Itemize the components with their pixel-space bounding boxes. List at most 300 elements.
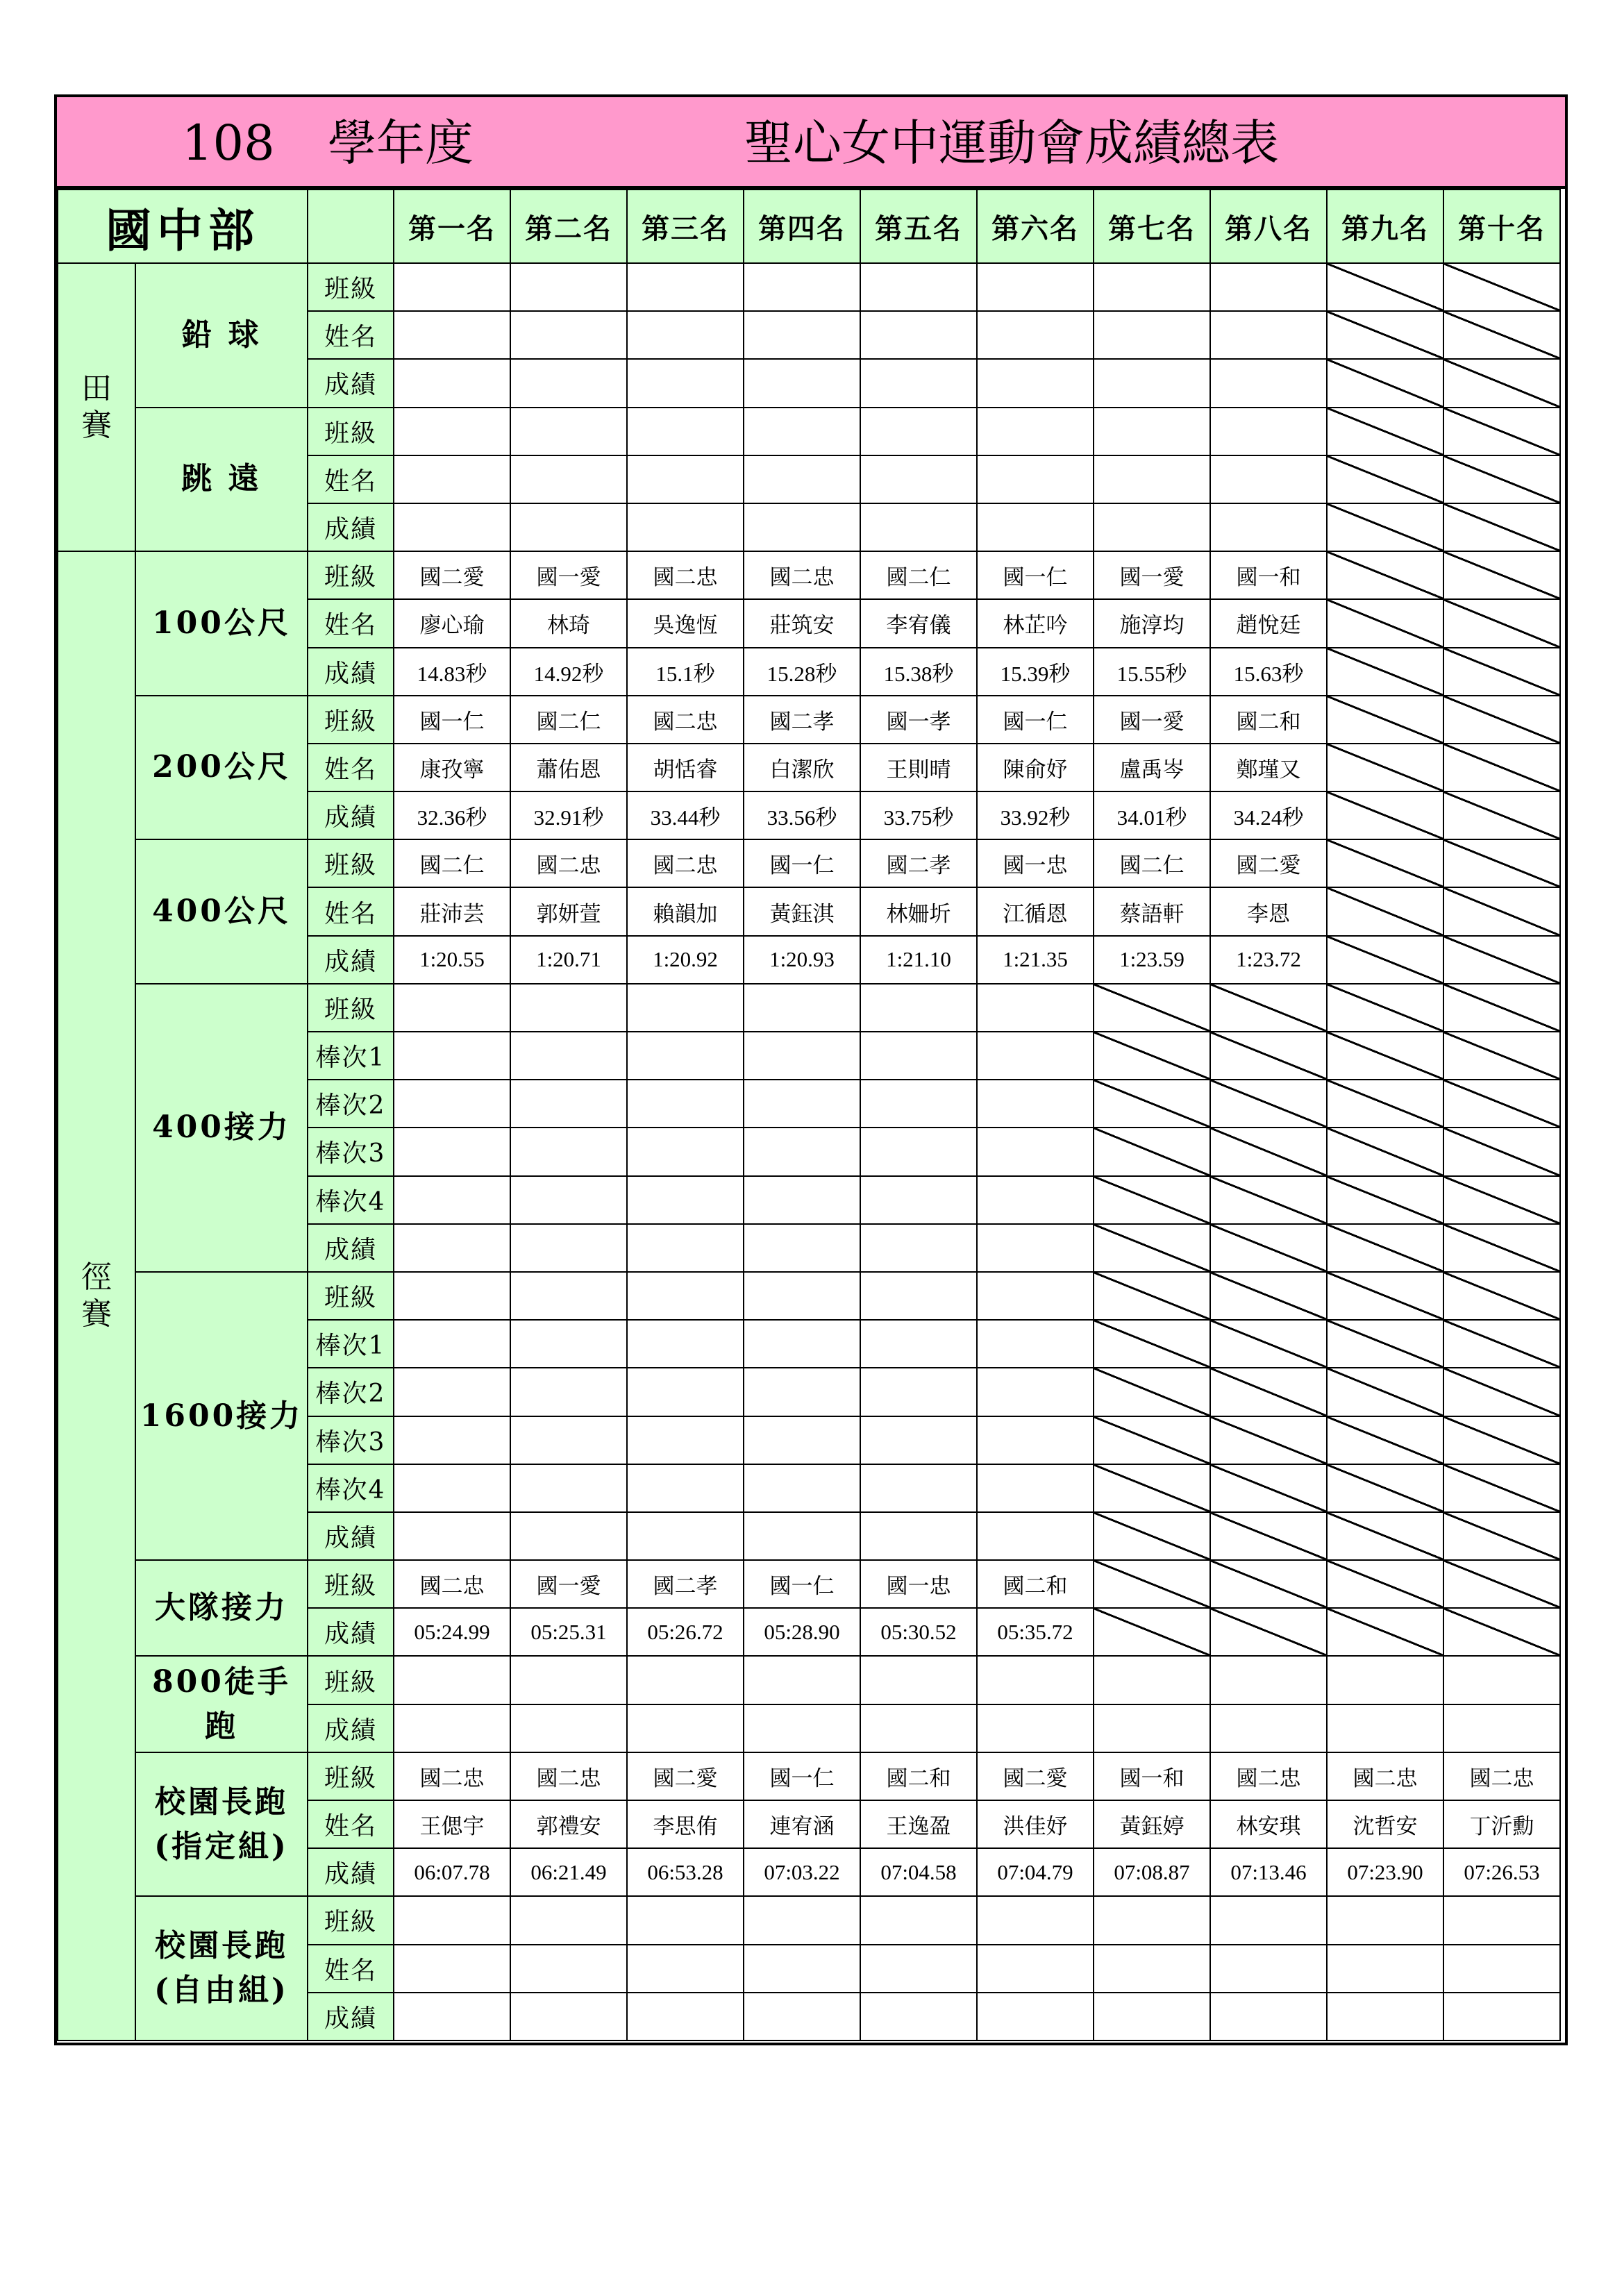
result-cell: 林姍圻 [860, 887, 977, 935]
result-cell [510, 1704, 627, 1752]
blank-slashed-cell [1443, 263, 1560, 311]
result-cell [977, 1704, 1094, 1752]
result-cell [394, 455, 510, 503]
result-cell [744, 1224, 860, 1272]
result-cell [627, 1224, 744, 1272]
result-cell [627, 311, 744, 359]
result-cell [860, 1416, 977, 1464]
result-cell [1094, 1656, 1210, 1704]
row-label-score: 成績 [308, 1512, 394, 1560]
result-cell [627, 455, 744, 503]
row-label-name: 姓名 [308, 1945, 394, 1993]
result-cell [510, 1993, 627, 2041]
result-cell [744, 1368, 860, 1416]
result-cell [860, 984, 977, 1032]
blank-slashed-cell [1094, 1368, 1210, 1416]
row-label-leg4: 棒次4 [308, 1176, 394, 1224]
result-cell: 國二孝 [627, 1560, 744, 1608]
blank-slashed-cell [1443, 1176, 1560, 1224]
result-cell: 連宥涵 [744, 1800, 860, 1848]
result-cell: 34.24秒 [1210, 791, 1327, 839]
blank-slashed-cell [1443, 1560, 1560, 1608]
result-cell [744, 1320, 860, 1368]
result-cell [394, 1704, 510, 1752]
row-label-leg2: 棒次2 [308, 1080, 394, 1128]
blank-slashed-cell [1094, 1080, 1210, 1128]
result-cell: 1:20.92 [627, 936, 744, 984]
result-cell: 1:20.55 [394, 936, 510, 984]
result-cell [394, 1128, 510, 1175]
result-cell [1094, 1945, 1210, 1993]
result-cell [744, 503, 860, 551]
result-cell: 國二忠 [1210, 1752, 1327, 1800]
blank-slashed-cell [1443, 1128, 1560, 1175]
result-cell [627, 263, 744, 311]
result-cell [860, 1368, 977, 1416]
result-cell [394, 1464, 510, 1512]
result-cell [510, 311, 627, 359]
event-m100: 100公尺 [135, 551, 308, 696]
result-cell [860, 263, 977, 311]
row-label-leg3: 棒次3 [308, 1416, 394, 1464]
blank-slashed-cell [1210, 1272, 1327, 1320]
result-cell: 胡恬睿 [627, 744, 744, 791]
result-cell [627, 408, 744, 455]
blank-slashed-cell [1210, 1032, 1327, 1080]
result-cell: 15.55秒 [1094, 648, 1210, 696]
result-cell [977, 1993, 1094, 2041]
result-cell: 05:26.72 [627, 1608, 744, 1656]
blank-slashed-cell [1327, 1272, 1443, 1320]
result-cell [510, 503, 627, 551]
result-cell [860, 1320, 977, 1368]
result-cell: 14.92秒 [510, 648, 627, 696]
event-label-line: 校園長跑 [155, 1928, 288, 1964]
category-label-text: 田賽 [81, 370, 112, 443]
result-cell [977, 1272, 1094, 1320]
event-label-line: (自由組) [154, 1972, 289, 2009]
blank-slashed-cell [1327, 503, 1443, 551]
result-cell [1443, 1704, 1560, 1752]
result-cell [627, 1945, 744, 1993]
row-label-name: 姓名 [308, 311, 394, 359]
result-cell: 國一仁 [394, 696, 510, 744]
result-cell: 國二愛 [977, 1752, 1094, 1800]
result-cell: 國二仁 [860, 551, 977, 599]
result-cell [860, 1656, 977, 1704]
row-label-score: 成績 [308, 359, 394, 407]
result-cell [1327, 1993, 1443, 2041]
blank-slashed-cell [1327, 1080, 1443, 1128]
blank-slashed-cell [1443, 599, 1560, 647]
place-header: 第四名 [744, 190, 860, 263]
result-cell [394, 1224, 510, 1272]
result-cell: 15.39秒 [977, 648, 1094, 696]
row-label-score: 成績 [308, 648, 394, 696]
results-sheet [54, 94, 1568, 2045]
result-cell: 陳俞妤 [977, 744, 1094, 791]
result-cell [744, 1656, 860, 1704]
result-cell [977, 1320, 1094, 1368]
result-cell: 1:21.10 [860, 936, 977, 984]
result-cell [627, 1896, 744, 1944]
title-term: 學年度 [328, 115, 474, 171]
result-cell [627, 1464, 744, 1512]
result-cell: 盧禹岑 [1094, 744, 1210, 791]
result-cell [510, 1512, 627, 1560]
result-cell: 32.36秒 [394, 791, 510, 839]
result-cell [860, 1080, 977, 1128]
result-cell [744, 1464, 860, 1512]
result-cell [627, 1656, 744, 1704]
result-cell [977, 1512, 1094, 1560]
result-cell: 國二忠 [510, 839, 627, 887]
result-cell [744, 1416, 860, 1464]
result-cell [977, 1464, 1094, 1512]
title-bar [57, 97, 1565, 189]
result-cell [1210, 503, 1327, 551]
result-cell: 國一孝 [860, 696, 977, 744]
blank-slashed-cell [1327, 839, 1443, 887]
result-cell [1210, 408, 1327, 455]
blank-slashed-cell [1327, 887, 1443, 935]
blank-slashed-cell [1094, 1320, 1210, 1368]
blank-slashed-cell [1210, 1512, 1327, 1560]
result-cell: 國二愛 [1210, 839, 1327, 887]
result-cell [977, 1945, 1094, 1993]
result-cell [510, 455, 627, 503]
blank-slashed-cell [1443, 744, 1560, 791]
result-cell [1327, 1896, 1443, 1944]
result-cell [860, 1128, 977, 1175]
blank-slashed-cell [1210, 1464, 1327, 1512]
result-cell [744, 263, 860, 311]
blank-slashed-cell [1210, 984, 1327, 1032]
result-cell [510, 1416, 627, 1464]
result-cell [977, 1224, 1094, 1272]
blank-slashed-cell [1327, 408, 1443, 455]
result-cell [627, 984, 744, 1032]
blank-slashed-cell [1327, 696, 1443, 744]
result-cell: 國二仁 [1094, 839, 1210, 887]
blank-slashed-cell [1210, 1560, 1327, 1608]
blank-slashed-cell [1327, 1032, 1443, 1080]
result-cell [394, 1272, 510, 1320]
result-cell: 33.44秒 [627, 791, 744, 839]
result-cell [394, 408, 510, 455]
result-cell: 07:26.53 [1443, 1848, 1560, 1896]
result-cell [394, 1993, 510, 2041]
result-cell: 國二愛 [627, 1752, 744, 1800]
result-cell: 國二和 [1210, 696, 1327, 744]
blank-slashed-cell [1443, 791, 1560, 839]
result-cell [860, 1704, 977, 1752]
row-label-score: 成績 [308, 503, 394, 551]
result-cell: 沈哲安 [1327, 1800, 1443, 1848]
blank-slashed-cell [1443, 648, 1560, 696]
result-cell [510, 1176, 627, 1224]
result-cell: 05:25.31 [510, 1608, 627, 1656]
result-cell: 國二愛 [394, 551, 510, 599]
blank-slashed-cell [1210, 1320, 1327, 1368]
result-cell [627, 1080, 744, 1128]
result-cell: 國二仁 [394, 839, 510, 887]
result-cell: 國一仁 [744, 1752, 860, 1800]
event-m200: 200公尺 [135, 696, 308, 840]
row-label-class: 班級 [308, 551, 394, 599]
result-cell: 趙悅廷 [1210, 599, 1327, 647]
result-cell [977, 1080, 1094, 1128]
result-cell: 15.1秒 [627, 648, 744, 696]
result-cell [744, 455, 860, 503]
event-team-relay: 大隊接力 [135, 1560, 308, 1656]
result-cell [860, 1464, 977, 1512]
event-label-line: (指定組) [154, 1828, 289, 1864]
result-cell: 15.63秒 [1210, 648, 1327, 696]
result-cell: 1:23.59 [1094, 936, 1210, 984]
result-cell: 康孜寧 [394, 744, 510, 791]
results-table [57, 189, 1561, 2041]
result-cell: 丁沂勳 [1443, 1800, 1560, 1848]
result-cell [1210, 1656, 1327, 1704]
event-m400: 400公尺 [135, 839, 308, 984]
row-label-score: 成績 [308, 791, 394, 839]
result-cell: 07:23.90 [1327, 1848, 1443, 1896]
row-label-score: 成績 [308, 1224, 394, 1272]
result-cell: 王逸盈 [860, 1800, 977, 1848]
result-cell: 33.75秒 [860, 791, 977, 839]
result-cell: 國二忠 [627, 551, 744, 599]
result-cell [510, 359, 627, 407]
result-cell: 國一和 [1094, 1752, 1210, 1800]
result-cell [394, 1896, 510, 1944]
result-cell [977, 984, 1094, 1032]
blank-slashed-cell [1443, 408, 1560, 455]
result-cell [860, 1993, 977, 2041]
result-cell: 國二忠 [744, 551, 860, 599]
blank-slashed-cell [1210, 1080, 1327, 1128]
result-cell [394, 263, 510, 311]
result-cell: 1:20.71 [510, 936, 627, 984]
row-label-name: 姓名 [308, 599, 394, 647]
result-cell: 國一和 [1210, 551, 1327, 599]
result-cell [744, 311, 860, 359]
blank-slashed-cell [1210, 1608, 1327, 1656]
blank-slashed-cell [1443, 311, 1560, 359]
blank-slashed-cell [1327, 936, 1443, 984]
result-cell: 蔡語軒 [1094, 887, 1210, 935]
result-cell: 05:35.72 [977, 1608, 1094, 1656]
blank-slashed-cell [1327, 1128, 1443, 1175]
result-cell: 06:07.78 [394, 1848, 510, 1896]
result-cell [394, 1080, 510, 1128]
result-cell [394, 359, 510, 407]
result-cell: 1:23.72 [1210, 936, 1327, 984]
result-cell [744, 359, 860, 407]
result-cell: 1:20.93 [744, 936, 860, 984]
blank-slashed-cell [1094, 1560, 1210, 1608]
row-label-score: 成績 [308, 1848, 394, 1896]
result-cell [627, 503, 744, 551]
result-cell [977, 311, 1094, 359]
result-cell [860, 408, 977, 455]
result-cell: 國一愛 [510, 1560, 627, 1608]
result-cell: 王偲宇 [394, 1800, 510, 1848]
result-cell: 國一忠 [860, 1560, 977, 1608]
result-cell [510, 1032, 627, 1080]
result-cell: 王則晴 [860, 744, 977, 791]
result-cell: 05:30.52 [860, 1608, 977, 1656]
result-cell [510, 1656, 627, 1704]
result-cell [1443, 1656, 1560, 1704]
event-campus-free [135, 1896, 308, 2041]
result-cell [1210, 311, 1327, 359]
result-cell [1327, 1656, 1443, 1704]
result-cell: 國二忠 [394, 1752, 510, 1800]
blank-slashed-cell [1443, 887, 1560, 935]
result-cell: 國二忠 [394, 1560, 510, 1608]
event-run800: 800徒手跑 [135, 1656, 308, 1752]
blank-slashed-cell [1327, 263, 1443, 311]
blank-slashed-cell [1327, 1224, 1443, 1272]
blank-slashed-cell [1327, 359, 1443, 407]
place-header: 第二名 [510, 190, 627, 263]
blank-slashed-cell [1443, 984, 1560, 1032]
result-cell [744, 1080, 860, 1128]
blank-slashed-cell [1094, 984, 1210, 1032]
category-track [58, 551, 135, 2041]
blank-slashed-cell [1443, 1320, 1560, 1368]
row-label-score: 成績 [308, 1704, 394, 1752]
row-label-class: 班級 [308, 1896, 394, 1944]
result-cell [1210, 1896, 1327, 1944]
blank-slashed-cell [1443, 1224, 1560, 1272]
result-cell [1094, 1993, 1210, 2041]
result-cell [744, 408, 860, 455]
result-cell: 廖心瑜 [394, 599, 510, 647]
row-label-leg4: 棒次4 [308, 1464, 394, 1512]
result-cell: 國二孝 [860, 839, 977, 887]
blank-slashed-cell [1327, 599, 1443, 647]
result-cell: 33.56秒 [744, 791, 860, 839]
result-cell: 07:04.58 [860, 1848, 977, 1896]
result-cell: 國二忠 [627, 839, 744, 887]
result-cell [977, 1896, 1094, 1944]
blank-slashed-cell [1327, 744, 1443, 791]
row-label-class: 班級 [308, 1656, 394, 1704]
result-cell [510, 984, 627, 1032]
row-label-class: 班級 [308, 408, 394, 455]
category-field [58, 263, 135, 551]
result-cell [1443, 1945, 1560, 1993]
result-cell: 國二忠 [1443, 1752, 1560, 1800]
row-label-leg2: 棒次2 [308, 1368, 394, 1416]
result-cell: 國二和 [860, 1752, 977, 1800]
event-shot-put: 鉛 球 [135, 263, 308, 408]
row-label-name: 姓名 [308, 744, 394, 791]
result-cell: 07:13.46 [1210, 1848, 1327, 1896]
result-cell: 蕭佑恩 [510, 744, 627, 791]
result-cell [394, 984, 510, 1032]
result-cell [860, 455, 977, 503]
row-label-class: 班級 [308, 1272, 394, 1320]
result-cell [394, 1176, 510, 1224]
result-cell: 國二忠 [1327, 1752, 1443, 1800]
result-cell: 14.83秒 [394, 648, 510, 696]
result-cell: 林琦 [510, 599, 627, 647]
event-long-jump: 跳 遠 [135, 408, 308, 552]
blank-slashed-cell [1443, 1368, 1560, 1416]
row-label-leg1: 棒次1 [308, 1320, 394, 1368]
result-cell [1094, 408, 1210, 455]
result-cell [860, 1272, 977, 1320]
result-cell [744, 1945, 860, 1993]
row-label-leg1: 棒次1 [308, 1032, 394, 1080]
result-cell [860, 1896, 977, 1944]
row-label-leg3: 棒次3 [308, 1128, 394, 1175]
event-label-line: 校園長跑 [155, 1784, 288, 1820]
result-cell [394, 1656, 510, 1704]
blank-slashed-cell [1210, 1176, 1327, 1224]
row-label-class: 班級 [308, 263, 394, 311]
result-cell: 林芷吟 [977, 599, 1094, 647]
result-cell [1094, 263, 1210, 311]
blank-slashed-cell [1443, 1512, 1560, 1560]
result-cell [627, 1176, 744, 1224]
result-cell: 江循恩 [977, 887, 1094, 935]
result-cell [860, 1176, 977, 1224]
result-cell: 05:24.99 [394, 1608, 510, 1656]
blank-slashed-cell [1327, 791, 1443, 839]
result-cell [860, 1032, 977, 1080]
result-cell [510, 263, 627, 311]
blank-slashed-cell [1443, 1608, 1560, 1656]
place-header: 第五名 [860, 190, 977, 263]
result-cell: 莊沛芸 [394, 887, 510, 935]
result-cell [627, 1993, 744, 2041]
result-cell: 郭禮安 [510, 1800, 627, 1848]
result-cell: 國一愛 [510, 551, 627, 599]
result-cell: 國一忠 [977, 839, 1094, 887]
result-cell: 05:28.90 [744, 1608, 860, 1656]
result-cell: 國二忠 [510, 1752, 627, 1800]
blank-slashed-cell [1327, 1320, 1443, 1368]
result-cell [744, 1176, 860, 1224]
blank-slashed-cell [1094, 1272, 1210, 1320]
category-label-text: 徑賽 [81, 1259, 112, 1332]
result-cell [860, 503, 977, 551]
result-cell [1443, 1896, 1560, 1944]
blank-slashed-cell [1443, 1416, 1560, 1464]
result-cell: 國二和 [977, 1560, 1094, 1608]
result-cell [977, 408, 1094, 455]
result-cell [860, 1945, 977, 1993]
blank-slashed-cell [1443, 1464, 1560, 1512]
result-cell [1094, 359, 1210, 407]
result-cell: 白潔欣 [744, 744, 860, 791]
result-cell: 06:53.28 [627, 1848, 744, 1896]
result-cell [510, 1368, 627, 1416]
result-cell [510, 1080, 627, 1128]
blank-slashed-cell [1327, 1608, 1443, 1656]
result-cell: 國一仁 [977, 551, 1094, 599]
event-relay400: 400接力 [135, 984, 308, 1272]
row-label-class: 班級 [308, 1752, 394, 1800]
result-cell [627, 1704, 744, 1752]
blank-slashed-cell [1094, 1416, 1210, 1464]
result-cell [744, 1272, 860, 1320]
blank-slashed-cell [1327, 1176, 1443, 1224]
